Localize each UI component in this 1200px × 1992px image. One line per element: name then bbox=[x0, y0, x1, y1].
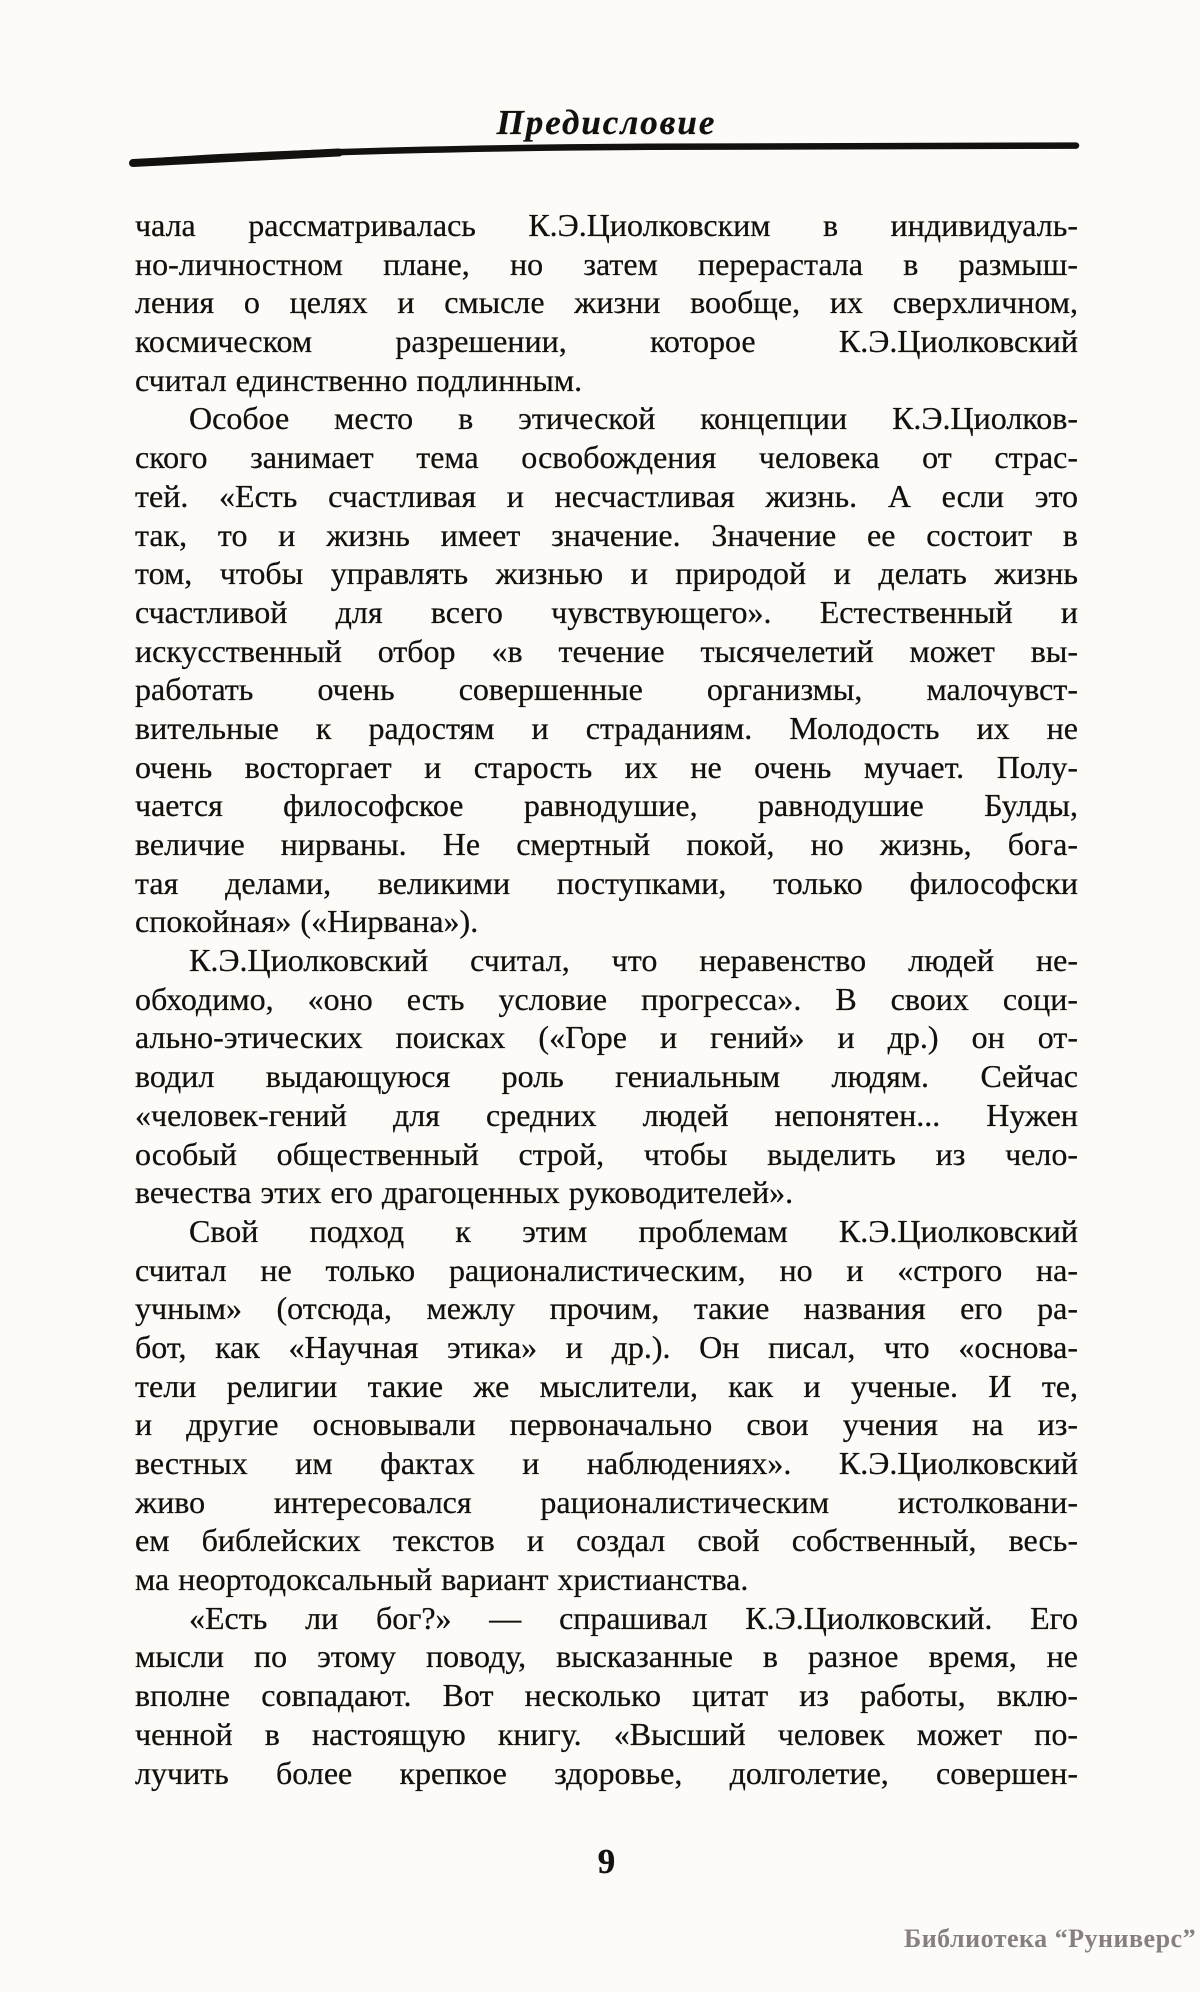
text-line: ления о целях и смысле жизни вообще, их сверхличном, bbox=[135, 284, 1078, 321]
text-line: но-личностном плане, но затем перерастала в размыш- bbox=[135, 245, 1078, 282]
text-line: мысли по этому поводу, высказанные в разное время, не bbox=[135, 1638, 1078, 1675]
header-rule bbox=[129, 141, 1081, 169]
text-line: вполне совпадают. Вот несколько цитат из работы, вклю- bbox=[135, 1677, 1078, 1714]
text-line: живо интересовался рационалистическим истолковани- bbox=[135, 1483, 1078, 1520]
text-line: считал не только рационалистическим, но и «строго на- bbox=[135, 1251, 1078, 1288]
text-line: ем библейских текстов и создал свой собственный, весь- bbox=[135, 1522, 1078, 1559]
text-line: и другие основывали первоначально свои учения на из- bbox=[135, 1406, 1078, 1443]
paragraph bbox=[135, 1599, 1078, 1792]
text-line: бот, как «Научная этика» и др.). Он писал, что «основа- bbox=[135, 1328, 1078, 1365]
body-text bbox=[135, 206, 1078, 1792]
text-line: «Есть ли бог?» — спрашивал К.Э.Циолковский. Его bbox=[189, 1599, 1078, 1636]
text-line: тели религии такие же мыслители, как и ученые. И те, bbox=[135, 1367, 1078, 1404]
text-line: искусственный отбор «в течение тысячелетий может вы- bbox=[135, 632, 1078, 669]
text-line: ма неортодоксальный вариант христианства. bbox=[135, 1561, 749, 1598]
text-line: так, то и жизнь имеет значение. Значение ее состоит в bbox=[135, 516, 1078, 553]
paragraph bbox=[135, 1212, 1078, 1599]
text-line: чала рассматривалась К.Э.Циолковским в индивидуаль- bbox=[135, 207, 1078, 243]
paragraph bbox=[135, 206, 1078, 399]
text-line: К.Э.Циолковский считал, что неравенство людей не- bbox=[189, 942, 1078, 979]
text-line: очень восторгает и старость их не очень мучает. Полу- bbox=[135, 748, 1078, 785]
text-line: космическом разрешении, которое К.Э.Циолковский bbox=[135, 323, 1078, 360]
text-line: тей. «Есть счастливая и несчастливая жизнь. А если это bbox=[135, 477, 1078, 514]
text-line: вительные к радостям и страданиям. Молодость их не bbox=[135, 709, 1078, 746]
paragraph bbox=[135, 941, 1078, 1212]
text-line: «человек-гений для средних людей непонятен... Нужен bbox=[135, 1096, 1078, 1133]
text-line: Особое место в этической концепции К.Э.Циолков- bbox=[189, 400, 1078, 437]
text-line: лучить более крепкое здоровье, долголетие, совершен- bbox=[135, 1754, 1078, 1791]
text-line: вестных им фактах и наблюдениях». К.Э.Циолковский bbox=[135, 1445, 1078, 1481]
text-line: ского занимает тема освобождения человека от страс- bbox=[135, 439, 1078, 476]
text-line: тая делами, великими поступками, только философски bbox=[135, 864, 1078, 901]
text-line: ченной в настоящую книгу. «Высший человек может по- bbox=[135, 1715, 1078, 1752]
text-line: спокойная» («Нирвана»). bbox=[135, 903, 479, 940]
text-line: вечества этих его драгоценных руководителей». bbox=[135, 1174, 794, 1211]
text-line: считал единственно подлинным. bbox=[135, 361, 583, 398]
watermark: Библиотека “Руниверс” bbox=[904, 1924, 1197, 1953]
text-line: Свой подход к этим проблемам К.Э.Циолковский bbox=[189, 1212, 1078, 1249]
paragraph bbox=[135, 399, 1078, 941]
text-line: счастливой для всего чувствующего». Естественный и bbox=[135, 593, 1078, 630]
text-line: чается философское равнодушие, равнодушие Булды, bbox=[135, 787, 1078, 824]
page-title: Предисловие bbox=[496, 103, 717, 142]
text-line: величие нирваны. Не смертный покой, но жизнь, бога- bbox=[135, 826, 1078, 862]
text-line: работать очень совершенные организмы, малочувст- bbox=[135, 671, 1078, 708]
text-line: учным» (отсюда, межлу прочим, такие названия его ра- bbox=[135, 1290, 1078, 1327]
page-number: 9 bbox=[597, 1842, 616, 1881]
text-line: водил выдающуюся роль гениальным людям. Сейчас bbox=[135, 1058, 1078, 1095]
text-line: особый общественный строй, чтобы выделить из чело- bbox=[135, 1135, 1078, 1172]
text-line: обходимо, «оно есть условие прогресса». В своих соци- bbox=[135, 980, 1078, 1017]
text-line: ально-этических поисках («Горе и гений» и др.) он от- bbox=[135, 1019, 1078, 1056]
text-line: том, чтобы управлять жизнью и природой и делать жизнь bbox=[135, 555, 1078, 592]
